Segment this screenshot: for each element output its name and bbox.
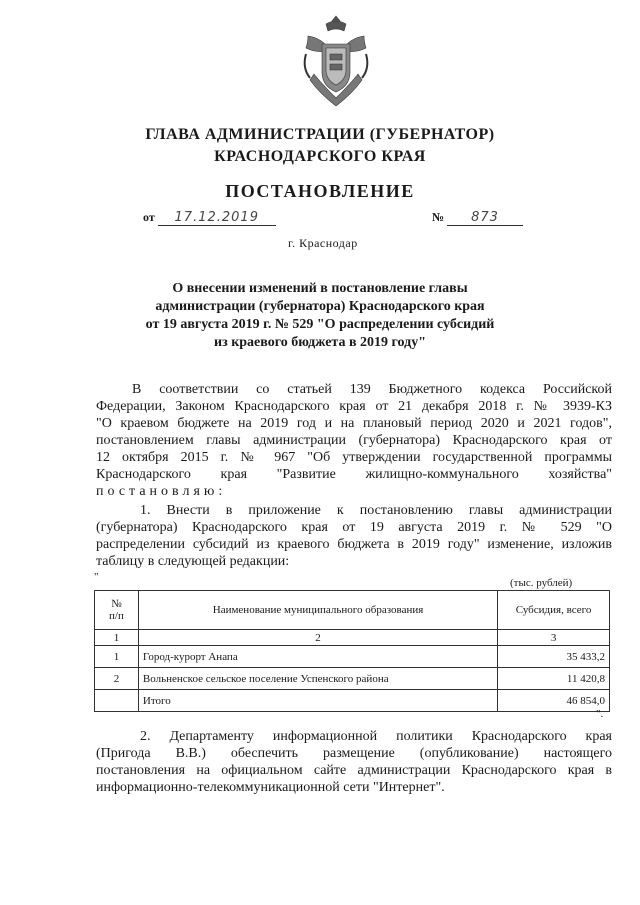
total-empty-cell [95, 690, 139, 712]
date-value: 17.12.2019 [158, 211, 276, 226]
quote-close: ". [596, 708, 604, 720]
item-2-line: 2. Департаменту информационной политики Краснодарского края [140, 729, 612, 744]
item-1-line: таблицу в следующей редакции: [96, 554, 290, 569]
table-row [95, 668, 610, 690]
city: г. Краснодар [288, 236, 358, 250]
quote-open: " [94, 571, 99, 583]
number-field [432, 210, 523, 226]
subject-line: от 19 августа 2019 г. № 529 "О распределении субсидий [145, 317, 495, 332]
coat-of-arms-icon [300, 14, 372, 110]
preamble-line: Краснодарского края "Развитие жилищно-коммунального хозяйства" [96, 467, 612, 482]
date-prefix: от [143, 210, 155, 224]
row-value: 35 433,2 [498, 646, 610, 668]
issuer-title-line2: КРАСНОДАРСКОГО КРАЯ [214, 148, 426, 165]
preamble [96, 381, 612, 500]
decree-word: постановляю: [96, 484, 227, 499]
header-num: № п/п [95, 591, 139, 630]
total-value: 46 854,0 [498, 690, 610, 712]
issuer-title-line1: ГЛАВА АДМИНИСТРАЦИИ (ГУБЕРНАТОР) [145, 126, 495, 143]
subject-block [0, 280, 640, 352]
preamble-line: постановлением главы администрации (губернатора) Краснодарского края от [96, 433, 612, 448]
subsidy-table [94, 590, 610, 712]
preamble-line: Федерации, Законом Краснодарского края от 21 декабря 2018 г. № 3939-КЗ [96, 399, 612, 414]
preamble-line: В соответствии со статьей 139 Бюджетного кодекса Российской [132, 382, 612, 397]
item-1-line: (губернатора) Краснодарского края от 19 августа 2019 г. № 529 "О [96, 520, 612, 535]
index-cell: 3 [498, 630, 610, 646]
header-subsidy: Субсидия, всего [498, 591, 610, 630]
number-prefix: № [432, 210, 445, 224]
table-index-row [95, 630, 610, 646]
row-name: Вольненское сельское поселение Успенского района [138, 668, 497, 690]
row-name: Город-курорт Анапа [138, 646, 497, 668]
table-header-row [95, 591, 610, 630]
subject-line: из краевого бюджета в 2019 году" [214, 335, 426, 350]
row-value: 11 420,8 [498, 668, 610, 690]
preamble-line: "О краевом бюджете на 2019 год и на плановый период 2020 и 2021 годов", [96, 416, 612, 431]
item-2-line: постановления на официальном сайте администрации Краснодарского края в [96, 763, 612, 778]
number-value: 873 [447, 211, 523, 226]
unit-note: (тыс. рублей) [510, 577, 573, 589]
item-1 [96, 502, 612, 570]
total-label: Итого [138, 690, 497, 712]
table-total-row [95, 690, 610, 712]
index-cell: 2 [138, 630, 497, 646]
row-num: 2 [95, 668, 139, 690]
subject-line: О внесении изменений в постановление главы [172, 281, 468, 296]
document-type: ПОСТАНОВЛЕНИЕ [225, 181, 415, 201]
item-2 [96, 728, 612, 796]
item-2-line: информационно-телекоммуникационной сети "Интернет". [96, 780, 445, 795]
table-row [95, 646, 610, 668]
item-1-line: распределении субсидий из краевого бюджета в 2019 году" изменение, изложив [96, 537, 612, 552]
preamble-line: 12 октября 2015 г. № 967 "Об утверждении государственной программы [96, 450, 612, 465]
item-2-line: (Пригода В.В.) обеспечить размещение (опубликование) настоящего [96, 746, 612, 761]
item-1-line: 1. Внести в приложение к постановлению главы администрации [140, 503, 612, 518]
date-field [143, 210, 276, 226]
subject-line: администрации (губернатора) Краснодарского края [155, 299, 485, 314]
header-name: Наименование муниципального образования [138, 591, 497, 630]
row-num: 1 [95, 646, 139, 668]
index-cell: 1 [95, 630, 139, 646]
